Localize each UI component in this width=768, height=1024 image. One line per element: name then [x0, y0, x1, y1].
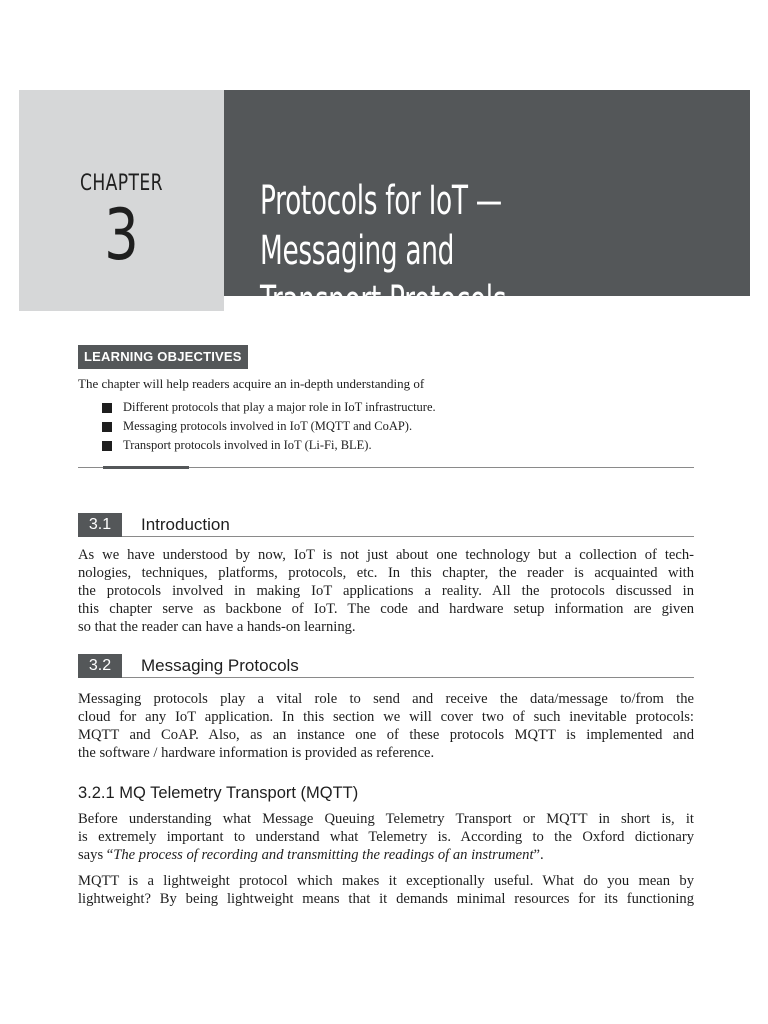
section-rule — [122, 536, 694, 537]
paragraph-line: MQTT and CoAP. Also, as an instance one of these protocols MQTT is implemented and — [78, 727, 694, 743]
mqtt-paragraph-2 — [78, 872, 694, 908]
paragraph-line: Messaging protocols play a vital role to send and receive the data/message to/from the — [78, 691, 694, 707]
square-bullet-icon — [102, 422, 112, 432]
list-item — [102, 436, 436, 455]
paragraph-line — [78, 846, 694, 864]
paragraph-line: is extremely important to understand what Telemetry is. According to the Oxford dictionary — [78, 829, 694, 845]
subsection-title: 3.2.1 MQ Telemetry Transport (MQTT) — [78, 784, 359, 802]
quote-open: says “ — [78, 847, 114, 863]
list-item — [102, 398, 436, 417]
chapter-title — [260, 176, 630, 326]
chapter-label: CHAPTER — [80, 171, 163, 196]
quote-close: ”. — [533, 847, 544, 863]
section-title: Introduction — [141, 515, 230, 534]
list-item — [102, 417, 436, 436]
chapter-title-line-2: Transport Protocols — [260, 278, 507, 324]
oxford-definition-quote: The process of recording and transmitting the readings of an instrument — [113, 847, 534, 863]
list-item-text: Transport protocols involved in IoT (Li-Fi, BLE). — [123, 438, 372, 452]
learning-objectives-label: LEARNING OBJECTIVES — [78, 345, 248, 369]
square-bullet-icon — [102, 441, 112, 451]
paragraph-line: this chapter serve as backbone of IoT. The code and hardware setup information are given — [78, 601, 694, 617]
section-number-badge: 3.1 — [78, 513, 122, 537]
paragraph-line: Before understanding what Message Queuing Telemetry Transport or MQTT in short is, it — [78, 811, 694, 827]
divider-accent — [103, 466, 189, 469]
square-bullet-icon — [102, 403, 112, 413]
mqtt-paragraph-1 — [78, 810, 694, 864]
messaging-protocols-paragraph — [78, 690, 694, 762]
paragraph-line: As we have understood by now, IoT is not just about one technology but a collection of tech- — [78, 547, 694, 563]
chapter-title-line-1: Protocols for IoT — Messaging and — [260, 178, 502, 274]
paragraph-line: cloud for any IoT application. In this section we will cover two of such inevitable protocols: — [78, 709, 694, 725]
chapter-number: 3 — [104, 194, 139, 276]
list-item-text: Messaging protocols involved in IoT (MQTT and CoAP). — [123, 419, 413, 433]
introduction-paragraph — [78, 546, 694, 636]
paragraph-line: the protocols involved in making IoT applications a reality. All the protocols discussed in — [78, 583, 694, 599]
list-item-text: Different protocols that play a major role in IoT infrastructure. — [123, 400, 436, 414]
section-number-badge: 3.2 — [78, 654, 122, 678]
paragraph-line: lightweight? By being lightweight means that it demands minimal resources for its functioning — [78, 891, 694, 907]
paragraph-line: nologies, techniques, platforms, protocols, etc. In this chapter, the reader is acquainted with — [78, 565, 694, 581]
paragraph-line: MQTT is a lightweight protocol which makes it exceptionally useful. What do you mean by — [78, 873, 694, 889]
section-title: Messaging Protocols — [141, 656, 299, 675]
section-rule — [122, 677, 694, 678]
paragraph-line: the software / hardware information is provided as reference. — [78, 745, 435, 761]
paragraph-line: so that the reader can have a hands-on learning. — [78, 619, 356, 635]
learning-objectives-list — [102, 398, 436, 455]
learning-objectives-intro: The chapter will help readers acquire an in-depth understanding of — [78, 376, 425, 391]
